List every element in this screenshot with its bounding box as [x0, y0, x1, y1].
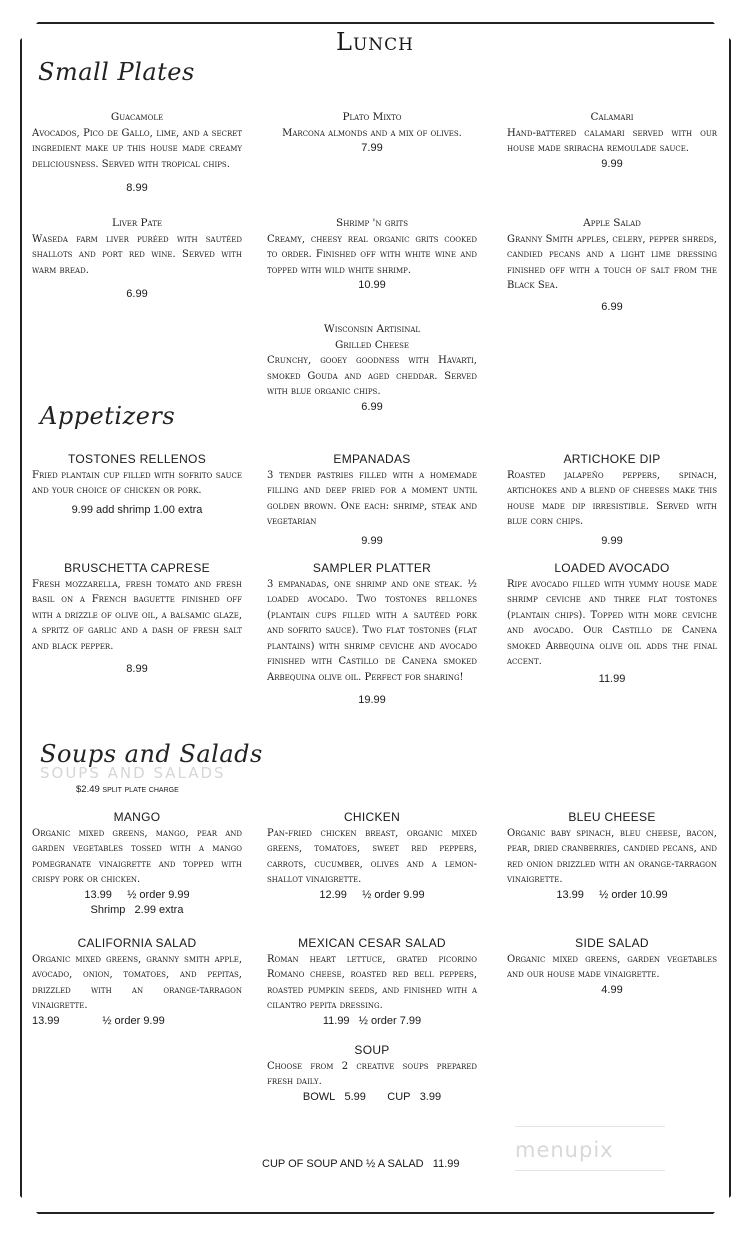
item-price — [507, 888, 717, 904]
item-price: 11.99 — [598, 672, 626, 685]
item-price — [32, 888, 242, 904]
item-empanadas — [267, 452, 477, 549]
item-price: 19.99 — [358, 694, 386, 706]
item-mango — [32, 810, 242, 919]
section-small-plates: Small Plates — [38, 58, 195, 86]
item-desc: Organic baby spinach, bleu cheese, bacon, pear, dried cranberries, candied pecans, and red onion drizzled with an orange-tarragon vinaigrette. — [507, 827, 717, 885]
item-artichoke-dip — [507, 452, 717, 549]
shrimp-label: Shrimp — [90, 904, 126, 916]
item-desc: Granny Smith apples, celery, pepper shreds, candied pecans and a light lime dressing finished off with a touch of salt from the Black Sea. — [507, 233, 717, 291]
price-full: 13.99 — [556, 888, 584, 901]
item-bruschetta — [32, 561, 242, 678]
item-name: EMPANADAS — [333, 452, 411, 466]
item-desc: Hand-battered calamari served with our house made sriracha remoulade sauce. — [507, 127, 717, 154]
item-name: CALIFORNIA SALAD — [77, 936, 197, 950]
item-desc: Fried plantain cup filled with sofrito sauce and your choice of chicken or pork. — [32, 469, 242, 496]
section-soups-ghost: SOUPS AND SALADS — [40, 764, 226, 782]
section-soups-salads: Soups and Salads — [40, 740, 263, 768]
split-plate-charge: $2.49 split plate charge — [76, 784, 179, 795]
item-desc: Organic mixed greens, granny smith apple, avocado, onion, tomatoes, and pepitas, drizzled with an orange-tarragon vinaigrette. — [32, 953, 242, 1011]
item-price: 9.99 — [361, 534, 383, 547]
watermark: menupix — [515, 1138, 614, 1162]
price-half: 9.99 — [168, 888, 190, 901]
item-desc: Choose from 2 creative soups prepared fresh daily. — [267, 1060, 477, 1087]
shrimp-extra — [32, 903, 242, 919]
item-desc: Waseda farm liver puréed with sautéed shallots and port red wine. Served with warm bread. — [32, 233, 242, 276]
item-name: MEXICAN CESAR SALAD — [298, 936, 446, 950]
item-name: BRUSCHETTA CAPRESE — [64, 561, 210, 575]
item-price: 4.99 — [601, 983, 623, 996]
item-name: CHICKEN — [343, 810, 401, 824]
item-name: Liver Pate — [111, 217, 163, 229]
bowl-price: 5.99 — [344, 1090, 366, 1103]
item-name: TOSTONES RELLENOS — [67, 452, 207, 466]
item-desc: Ripe avocado filled with yummy house made shrimp ceviche and three flat tostones (plantain chips). Topped with more ceviche and avocado. Our Castillo de Canena smoked Arbequina olive oil adds the final accent. — [507, 578, 717, 667]
item-price: 6.99 — [601, 300, 623, 313]
price-half-label: ½ order — [599, 888, 638, 901]
item-price — [267, 1014, 477, 1030]
item-liver-pate — [32, 216, 242, 303]
price-full: 12.99 — [319, 888, 347, 901]
item-name: SAMPLER PLATTER — [312, 561, 432, 575]
price-half: 9.99 — [143, 1014, 165, 1027]
page-title: Lunch — [336, 28, 414, 56]
item-mexican-cesar — [267, 936, 477, 1029]
bowl-label: BOWL — [302, 1090, 336, 1103]
price-full: 13.99 — [32, 1014, 60, 1027]
item-sampler — [267, 561, 477, 709]
item-desc: 3 empanadas, one shrimp and one steak. ½ loaded avocado. Two tostones rellones (plantain cups filled with a sautéed pork and sofrito sauce). Two flat tostones (flat plantains) with shrimp ceviche and avocado finished with Castillo de Canena smoked Arbequina olive oil. Perfect for sharing! — [267, 578, 477, 683]
cup-label: CUP — [387, 1090, 411, 1103]
item-name-line2: Grilled Cheese — [334, 338, 410, 351]
item-desc: Organic mixed greens, garden vegetables and our house made vinaigrette. — [507, 953, 717, 980]
price-half: 7.99 — [399, 1014, 422, 1027]
item-price: 8.99 — [126, 663, 148, 675]
item-name: Apple Salad — [583, 217, 641, 229]
item-price: 9.99 — [601, 157, 623, 170]
item-desc: Creamy, cheesy real organic grits cooked to order. Finished off with white wine and topped with wild white shrimp. — [267, 233, 477, 276]
item-desc: 3 tender pastries filled with a homemade filling and deep fried for a moment until golden brown. One each: shrimp, steak and vegetarian — [267, 469, 477, 527]
item-side-salad — [507, 936, 717, 998]
item-price: 9.99 add shrimp 1.00 extra — [71, 503, 203, 516]
item-guacamole — [32, 110, 242, 197]
item-price — [267, 1090, 477, 1106]
item-loaded-avocado — [507, 561, 717, 687]
item-name: ARTICHOKE DIP — [563, 452, 661, 466]
item-price — [267, 888, 477, 904]
section-appetizers: Appetizers — [40, 402, 176, 430]
watermark-line-top — [515, 1126, 665, 1127]
item-price — [32, 1014, 242, 1030]
shrimp-price: 2.99 extra — [134, 904, 184, 916]
item-name: SOUP — [354, 1043, 390, 1057]
combo-offer: CUP OF SOUP AND ½ A SALAD 11.99 — [262, 1158, 460, 1170]
price-half: 10.99 — [640, 888, 668, 901]
item-calamari — [507, 110, 717, 172]
item-california — [32, 936, 242, 1029]
item-desc: Roasted jalapeño peppers, spinach, artichokes and a blend of cheeses make this house made dip irresistible. Served with blue corn chips. — [507, 469, 717, 527]
item-price: 7.99 — [361, 142, 383, 154]
item-name: MANGO — [113, 810, 161, 824]
item-name: SIDE SALAD — [575, 936, 649, 950]
price-full: 13.99 — [84, 888, 112, 901]
item-price: 6.99 — [361, 400, 383, 413]
item-desc: Avocados, Pico de Gallo, lime, and a secret ingredient make up this house made creamy deliciousness. Served with tropical chips. — [32, 127, 242, 170]
item-bleu-cheese — [507, 810, 717, 903]
item-price: 6.99 — [126, 288, 148, 300]
item-tostones — [32, 452, 242, 518]
item-grilled-cheese — [267, 322, 477, 415]
price-half-label: ½ order — [362, 888, 401, 901]
item-desc: Crunchy, gooey goodness with Havarti, smoked Gouda and aged cheddar. Served with blue organic chips. — [267, 355, 477, 397]
item-plato-mixto — [267, 110, 477, 157]
item-desc: Organic mixed greens, mango, pear and garden vegetables tossed with a mango pomegranate vinaigrette and topped with crispy pork or chicken. — [32, 827, 242, 885]
item-desc: Roman heart lettuce, grated picorino Romano cheese, roasted red bell peppers, roasted pumpkin seeds, and finished with a cilantro pepita dressing. — [267, 953, 477, 1011]
item-price: 10.99 — [358, 279, 386, 291]
item-name: LOADED AVOCADO — [554, 561, 670, 575]
price-full: 11.99 — [322, 1014, 350, 1027]
price-half-label: ½ order — [358, 1014, 397, 1027]
price-half-label: ½ order — [127, 888, 166, 901]
item-name: Guacamole — [110, 111, 164, 123]
item-price: 9.99 — [601, 534, 623, 547]
item-chicken — [267, 810, 477, 903]
price-half-label: ½ order — [102, 1014, 141, 1027]
item-desc: Pan-fried chicken breast, organic mixed greens, tomatoes, sweet red peppers, carrots, cucumber, olives and a lemon-shallot vinaigrette. — [267, 827, 477, 885]
item-name: Wisconsin Artisinal — [323, 323, 421, 335]
watermark-line-bottom — [515, 1170, 665, 1171]
item-soup — [267, 1043, 477, 1105]
item-name: Plato Mixto — [342, 111, 402, 123]
item-name: BLEU CHEESE — [568, 810, 656, 824]
price-half: 9.99 — [403, 888, 425, 901]
item-desc: Fresh mozzarella, fresh tomato and fresh basil on a French baguette finished off with a drizzle of olive oil, a balsamic glaze, a spritz of garlic and a dash of fresh salt and black pepper. — [32, 578, 242, 652]
cup-price: 3.99 — [419, 1090, 442, 1103]
item-price: 8.99 — [126, 182, 148, 194]
item-shrimp-grits — [267, 216, 477, 294]
item-name: Shrimp 'n grits — [336, 217, 408, 229]
item-desc: Marcona almonds and a mix of olives. — [282, 127, 462, 139]
item-name: Calamari — [590, 111, 634, 123]
item-apple-salad — [507, 216, 717, 315]
